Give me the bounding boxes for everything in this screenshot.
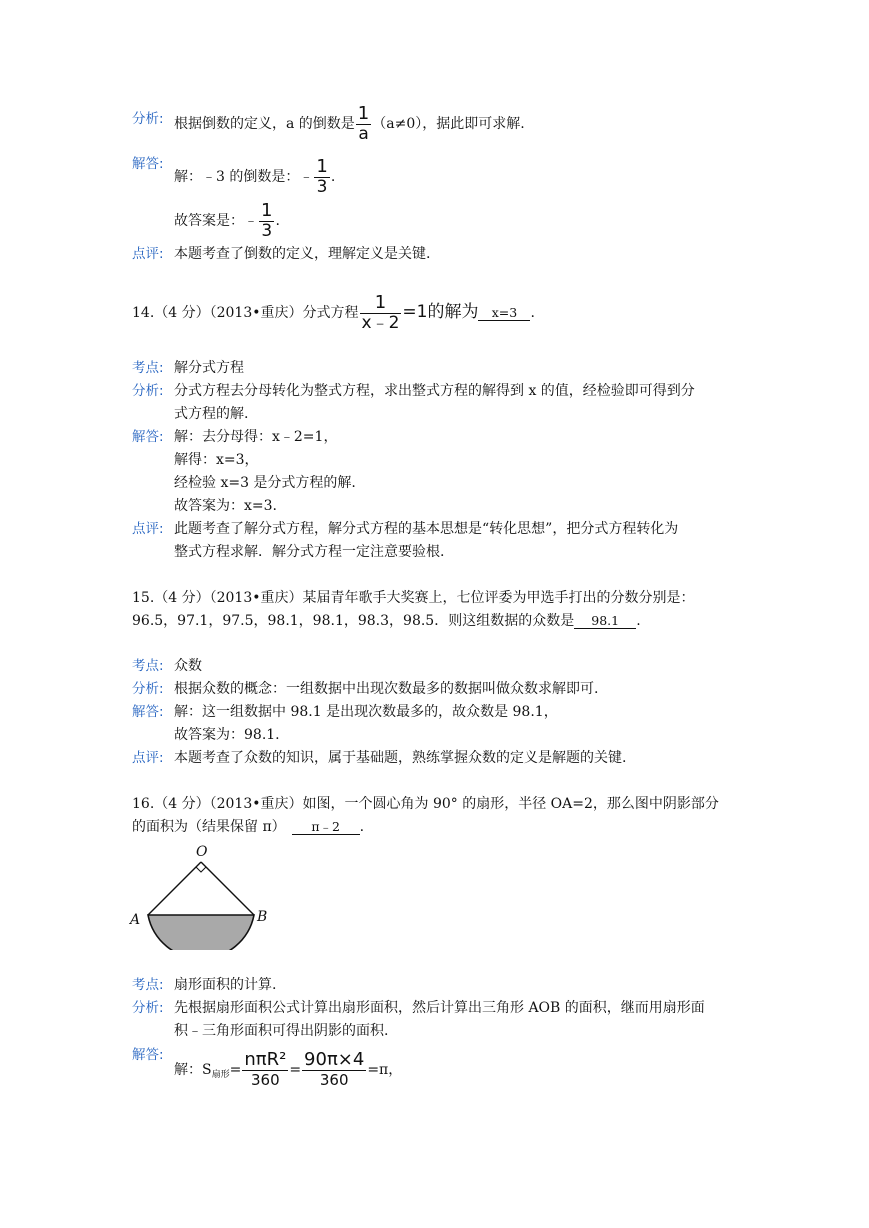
label-analysis-14: 分析: [132,383,164,399]
fraction-denominator: a [356,124,371,144]
q14-analysis-line1: 分式方程去分母转化为整式方程，求出整式方程的解得到 x 的值，经检验即可得到分 [174,383,695,399]
label-analysis-16: 分析: [132,1000,164,1016]
radius-ob [201,862,254,915]
q16-analysis-line2: 积﹣三角形面积可得出阴影的面积. [174,1023,389,1039]
label-point-15: 考点: [132,658,164,674]
q14-stem-text: 14.（4 分）（2013•重庆）分式方程 [132,305,359,321]
q13-answer-fraction [259,201,274,241]
fraction-denominator: 360 [242,1070,288,1090]
q14-point: 解分式方程 [174,360,244,376]
fraction-denominator: 3 [314,177,329,197]
q14-solution-line1: 解：去分母得：x﹣2=1， [174,429,338,445]
q16-subscript: 扇形 [211,1070,230,1080]
q14-solution-line4: 故答案为：x=3. [174,498,277,514]
fraction-numerator: 1 [316,156,328,177]
q14-solution-line2: 解得：x=3， [174,452,259,468]
q16-stem-line1: 16.（4 分）（2013•重庆）如图，一个圆心角为 90° 的扇形，半径 OA=2，那么图中阴影部分 [132,796,719,812]
radius-oa [148,862,201,915]
q14-stem [132,293,535,333]
q13-answer-period: . [275,213,280,229]
q16-stem-line2 [132,818,364,836]
sector-figure [126,840,276,950]
q13-answer-text: 故答案是：﹣ [174,213,258,229]
q13-solution-text: 解：﹣3 的倒数是：﹣ [174,169,314,185]
q14-stem-end: . [530,305,535,321]
right-angle-mark [196,867,206,872]
q13-answer [174,201,280,241]
fraction-denominator: 360 [302,1070,366,1090]
q15-stem-end: . [636,613,641,629]
q15-stem-line2 [132,612,641,630]
label-solution-16: 解答: [132,1047,164,1063]
label-b: B [257,909,268,925]
q13-solution-fraction [314,157,329,197]
label-comment-14: 点评: [132,521,164,537]
q13-analysis-fraction [356,104,371,144]
q16-equals-2: = [289,1062,302,1078]
q13-analysis-text-a: 根据倒数的定义，a 的倒数是 [174,116,355,132]
q15-point: 众数 [174,658,202,674]
label-comment-13: 点评: [132,246,164,262]
q14-analysis-line2: 式方程的解. [174,406,249,422]
label-solution-14: 解答: [132,429,164,445]
q16-solution-end: =π， [367,1062,403,1078]
q15-solution-line1: 解：这一组数据中 98.1 是出现次数最多的，故众数是 98.1， [174,704,558,720]
label-analysis-13: 分析: [132,111,164,127]
q16-equals-1: = [229,1062,242,1078]
q16-fraction-1 [242,1050,288,1090]
q13-period: . [330,169,336,185]
q13-comment: 本题考查了倒数的定义，理解定义是关键. [174,246,431,262]
shaded-segment [148,915,254,950]
q15-analysis: 根据众数的概念：一组数据中出现次数最多的数据叫做众数求解即可. [174,681,599,697]
q14-comment-line1: 此题考查了解分式方程，解分式方程的基本思想是“转化思想”，把分式方程转化为 [174,521,679,537]
q16-analysis-line1: 先根据扇形面积公式计算出扇形面积，然后计算出三角形 AOB 的面积，继而用扇形面 [174,1000,705,1016]
fraction-numerator: 1 [357,103,370,124]
fraction-numerator: nπR² [244,1049,287,1070]
q13-analysis [174,104,525,144]
label-o: O [196,844,208,860]
label-point-16: 考点: [132,977,164,993]
fraction-denominator: x﹣2 [361,313,400,333]
q16-stem-end: . [359,819,365,835]
q15-stem-line1: 15.（4 分）（2013•重庆）某届青年歌手大奖赛上，七位评委为甲选手打出的分数分别是： [132,590,695,606]
q16-fraction-2 [302,1050,366,1090]
q14-solution-line3: 经检验 x=3 是分式方程的解. [174,475,356,491]
label-solution-13: 解答: [132,156,164,172]
label-solution-15: 解答: [132,704,164,720]
fraction-denominator: 3 [259,221,274,241]
q15-stem-text: 96.5，97.1，97.5，98.1，98.1，98.3，98.5．则这组数据的众数是 [132,613,575,629]
fraction-numerator: 1 [374,292,387,313]
q13-analysis-text-b: （a≠0），据此即可求解. [372,116,525,132]
q16-stem-text: 的面积为（结果保留 π） [132,819,286,835]
q13-solution [174,157,335,197]
q16-answer-blank: π﹣2 [292,819,360,835]
q14-comment-line2: 整式方程求解．解分式方程一定注意要验根. [174,544,445,560]
fraction-numerator: 1 [261,200,273,221]
label-a: A [130,912,141,928]
label-comment-15: 点评: [132,750,164,766]
q16-solution [174,1050,402,1090]
fraction-numerator: 90π×4 [304,1049,365,1070]
q16-point: 扇形面积的计算. [174,977,277,993]
label-analysis-15: 分析: [132,681,164,697]
q16-solution-text: 解：S [174,1062,212,1078]
q15-answer-blank: 98.1 [574,613,636,629]
q14-answer-blank: x=3 [478,305,530,321]
q14-stem-text-b: =1的解为 [402,302,479,322]
q15-solution-line2: 故答案为：98.1. [174,727,280,743]
q15-comment: 本题考查了众数的知识，属于基础题，熟练掌握众数的定义是解题的关键. [174,750,627,766]
label-point-14: 考点: [132,360,164,376]
q14-fraction [360,293,402,333]
